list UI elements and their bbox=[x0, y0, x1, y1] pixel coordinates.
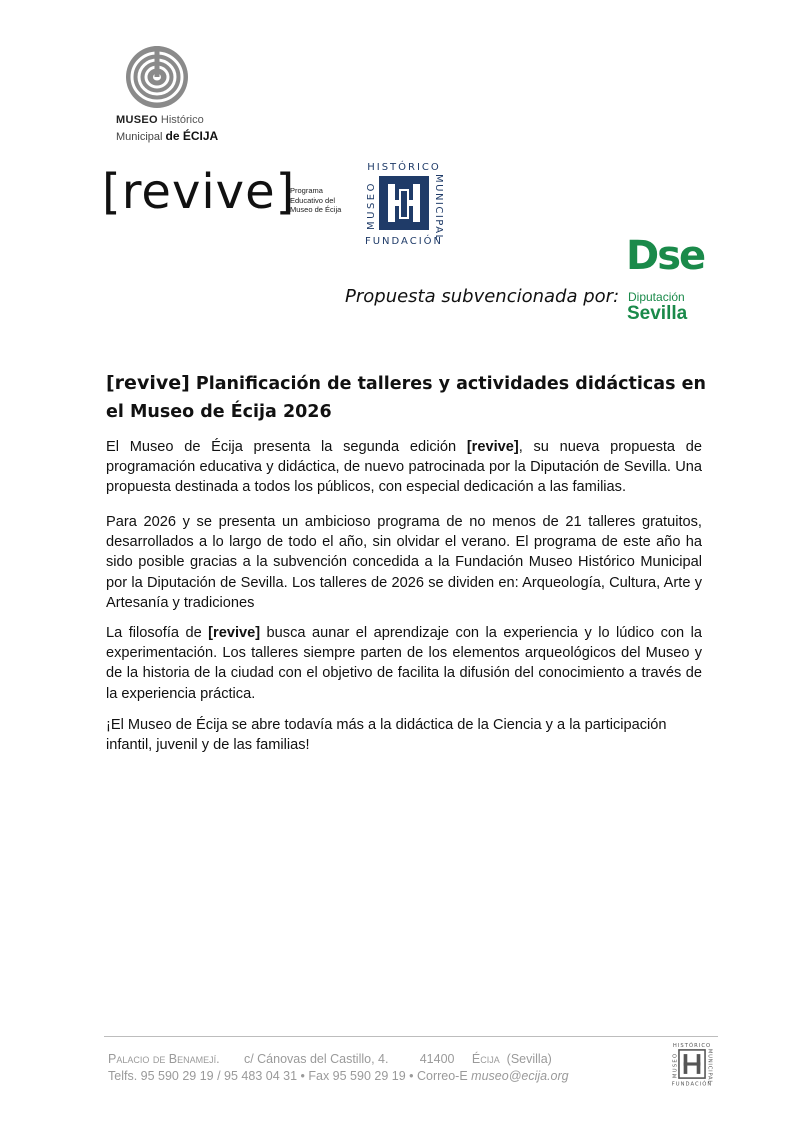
revive-subtitle: Programa Educativo del Museo de Écija bbox=[290, 186, 342, 214]
footer-divider bbox=[104, 1036, 718, 1037]
fundacion-logo-small bbox=[668, 1040, 716, 1088]
paragraph-4: ¡El Museo de Écija se abre todavía más a la didáctica de la Ciencia y a la participación infantil, juvenil y de las familias! bbox=[106, 717, 667, 754]
fundacion-top-text: HISTÓRICO bbox=[367, 162, 441, 173]
document-title: [revive] Planificación de talleres y actividades didácticas en el Museo de Écija 2026 bbox=[106, 372, 706, 422]
svg-text:HISTÓRICO: HISTÓRICO bbox=[672, 1042, 712, 1049]
paragraph-1: El Museo de Écija presenta la segunda edición [revive], su nueva propuesta de programación educativa y didáctica, de nuevo patrocinada por la Diputación de Sevilla. Una propuesta destinada a todos los públicos, con especial dedicación a las familias. bbox=[106, 439, 702, 496]
diputacion-line2: Sevilla bbox=[627, 303, 688, 324]
svg-text:FUNDACIÓN: FUNDACIÓN bbox=[671, 1081, 713, 1088]
paragraph-2: Para 2026 y se presenta un ambicioso programa de no menos de 21 talleres gratuitos, desarrollados a lo largo de todo el año, sin olvidar el verano. El programa de este año ha sido posible gracias a la subvención concedida a la Fundación Museo Histórico Municipal por la Diputación de Sevilla. Los talleres de 2026 se dividen en: Arqueología, Cultura, Arte y Artesanía y tradiciones bbox=[106, 514, 702, 611]
spiral-icon bbox=[124, 44, 190, 110]
museo-logo bbox=[112, 44, 222, 144]
revive-logo: [revive] bbox=[102, 164, 296, 220]
svg-text:MUSEO: MUSEO bbox=[672, 1052, 679, 1079]
footer-contact: Telfs. 95 590 29 19 / 95 483 04 31 • Fax 95 590 29 19 • Correo-E museo@ecija.org bbox=[108, 1069, 569, 1083]
footer-email[interactable]: museo@ecija.org bbox=[471, 1069, 569, 1083]
museo-logo-line1: MUSEO Histórico bbox=[116, 114, 204, 126]
diputacion-line1: Diputación bbox=[628, 290, 685, 304]
diputacion-logo bbox=[622, 233, 705, 326]
svg-text:MUNICIPAL: MUNICIPAL bbox=[706, 1048, 713, 1085]
footer-address: Palacio de Benamejí. c/ Cánovas del Castillo, 4. 41400 Écija (Sevilla) bbox=[108, 1052, 552, 1066]
fundacion-left-text: MUSEO bbox=[366, 181, 377, 230]
fundacion-bottom-text: FUNDACIÓN bbox=[364, 236, 444, 246]
fundacion-logo bbox=[358, 160, 450, 246]
museo-logo-line2: Municipal de ÉCIJA bbox=[116, 129, 219, 143]
sponsor-label: Propuesta subvencionada por: bbox=[345, 286, 620, 307]
diputacion-mark: Dse bbox=[626, 233, 705, 279]
paragraph-3: La filosofía de [revive] busca aunar el aprendizaje con la experiencia y lo lúdico con la experimentación. Los talleres siempre parten de los elementos arqueológicos del Museo y de la historia de la ciudad con el objetivo de facilita la difusión del conocimiento a través de la experiencia práctica. bbox=[106, 625, 702, 702]
fundacion-right-text: MUNICIPAL bbox=[433, 174, 444, 242]
